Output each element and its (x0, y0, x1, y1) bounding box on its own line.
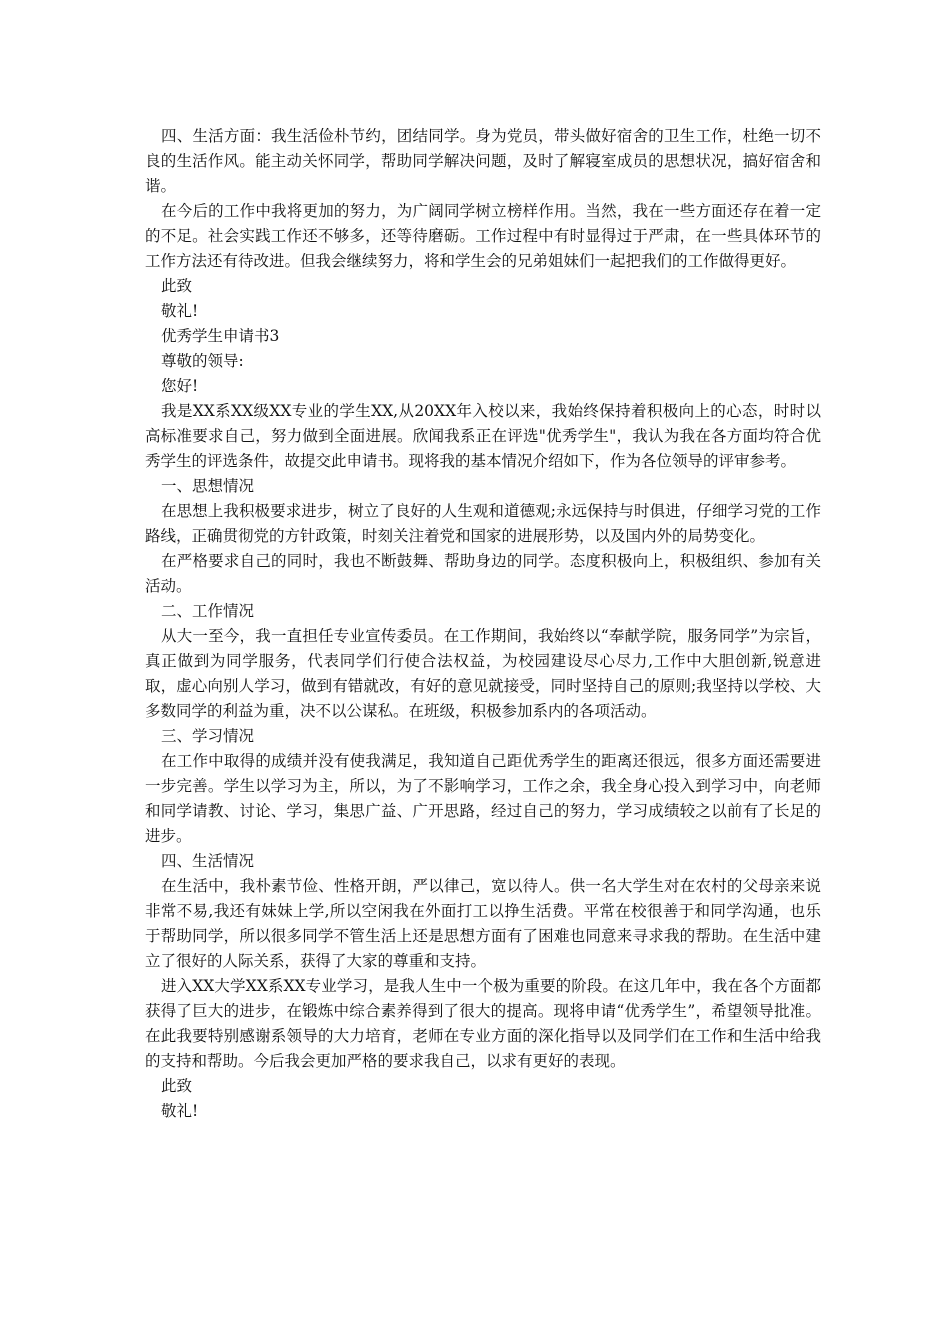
paragraph-conclusion: 进入XX大学XX系XX专业学习，是我人生中一个极为重要的阶段。在这几年中，我在各个方面都获得了巨大的进步，在锻炼中综合素养得到了很大的提高。现将申请“优秀学生”，希望领导批准。在此我要特别感谢系领导的大力培育，老师在专业方面的深化指导以及同学们在工作和生活中给我的支持和帮助。今后我会更加严格的要求我自己，以求有更好的表现。 (145, 977, 821, 1070)
heading-thought: 一、思想情况 (161, 477, 255, 495)
paragraph-study: 在工作中取得的成绩并没有使我满足，我知道自己距优秀学生的距离还很远，很多方面还需要进一步完善。学生以学习为主，所以，为了不影响学习，工作之余，我全身心投入到学习中，向老师和同学请教、讨论、学习，集思广益、广开思路，经过自己的努力，学习成绩较之以前有了长足的进步。 (145, 752, 821, 845)
greeting-addressee: 尊敬的领导: (161, 352, 244, 370)
closing-salutation-2: 此致 (161, 1077, 193, 1095)
closing-regards: 敬礼! (161, 302, 199, 320)
heading-study: 三、学习情况 (161, 727, 255, 745)
greeting-hello: 您好! (161, 377, 199, 395)
document-page (145, 124, 821, 1124)
paragraph-future-work: 在今后的工作中我将更加的努力，为广阔同学树立榜样作用。当然，我在一些方面还存在着一定的不足。社会实践工作还不够多，还等待磨砺。工作过程中有时显得过于严肃，在一些具体环节的工作方法还有待改进。但我会继续努力，将和学生会的兄弟姐妹们一起把我们的工作做得更好。 (145, 202, 821, 270)
section-title: 优秀学生申请书3 (161, 327, 280, 345)
heading-life: 四、生活情况 (161, 852, 255, 870)
closing-salutation: 此致 (161, 277, 193, 295)
paragraph-work: 从大一至今，我一直担任专业宣传委员。在工作期间，我始终以“奉献学院，服务同学”为宗旨，真正做到为同学服务，代表同学们行使合法权益，为校园建设尽心尽力,工作中大胆创新,锐意进取，虚心向别人学习，做到有错就改，有好的意见就接受，同时坚持自己的原则;我坚持以学校、大多数同学的利益为重，决不以公谋私。在班级，积极参加系内的各项活动。 (145, 627, 821, 720)
paragraph-thought-2: 在严格要求自己的同时，我也不断鼓舞、帮助身边的同学。态度积极向上，积极组织、参加有关活动。 (145, 552, 821, 595)
paragraph-introduction: 我是XX系XX级XX专业的学生XX,从20XX年入校以来，我始终保持着积极向上的心态，时时以高标准要求自己，努力做到全面进展。欣闻我系正在评选"优秀学生"，我认为我在各方面均符合优秀学生的评选条件，故提交此申请书。现将我的基本情况介绍如下，作为各位领导的评审参考。 (145, 402, 821, 470)
closing-regards-2: 敬礼! (161, 1102, 199, 1120)
paragraph-life-aspect: 四、生活方面：我生活俭朴节约，团结同学。身为党员，带头做好宿舍的卫生工作，杜绝一切不良的生活作风。能主动关怀同学，帮助同学解决问题，及时了解寝室成员的思想状况，搞好宿舍和谐。 (145, 127, 821, 195)
paragraph-thought-1: 在思想上我积极要求进步，树立了良好的人生观和道德观;永远保持与时俱进，仔细学习党的工作路线，正确贯彻党的方针政策，时刻关注着党和国家的进展形势，以及国内外的局势变化。 (145, 502, 821, 545)
heading-work: 二、工作情况 (161, 602, 255, 620)
paragraph-life: 在生活中，我朴素节俭、性格开朗，严以律己，宽以待人。供一名大学生对在农村的父母亲来说非常不易,我还有妹妹上学,所以空闲我在外面打工以挣生活费。平常在校很善于和同学沟通，也乐于帮助同学，所以很多同学不管生活上还是思想方面有了困难也同意来寻求我的帮助。在生活中建立了很好的人际关系，获得了大家的尊重和支持。 (145, 877, 821, 970)
